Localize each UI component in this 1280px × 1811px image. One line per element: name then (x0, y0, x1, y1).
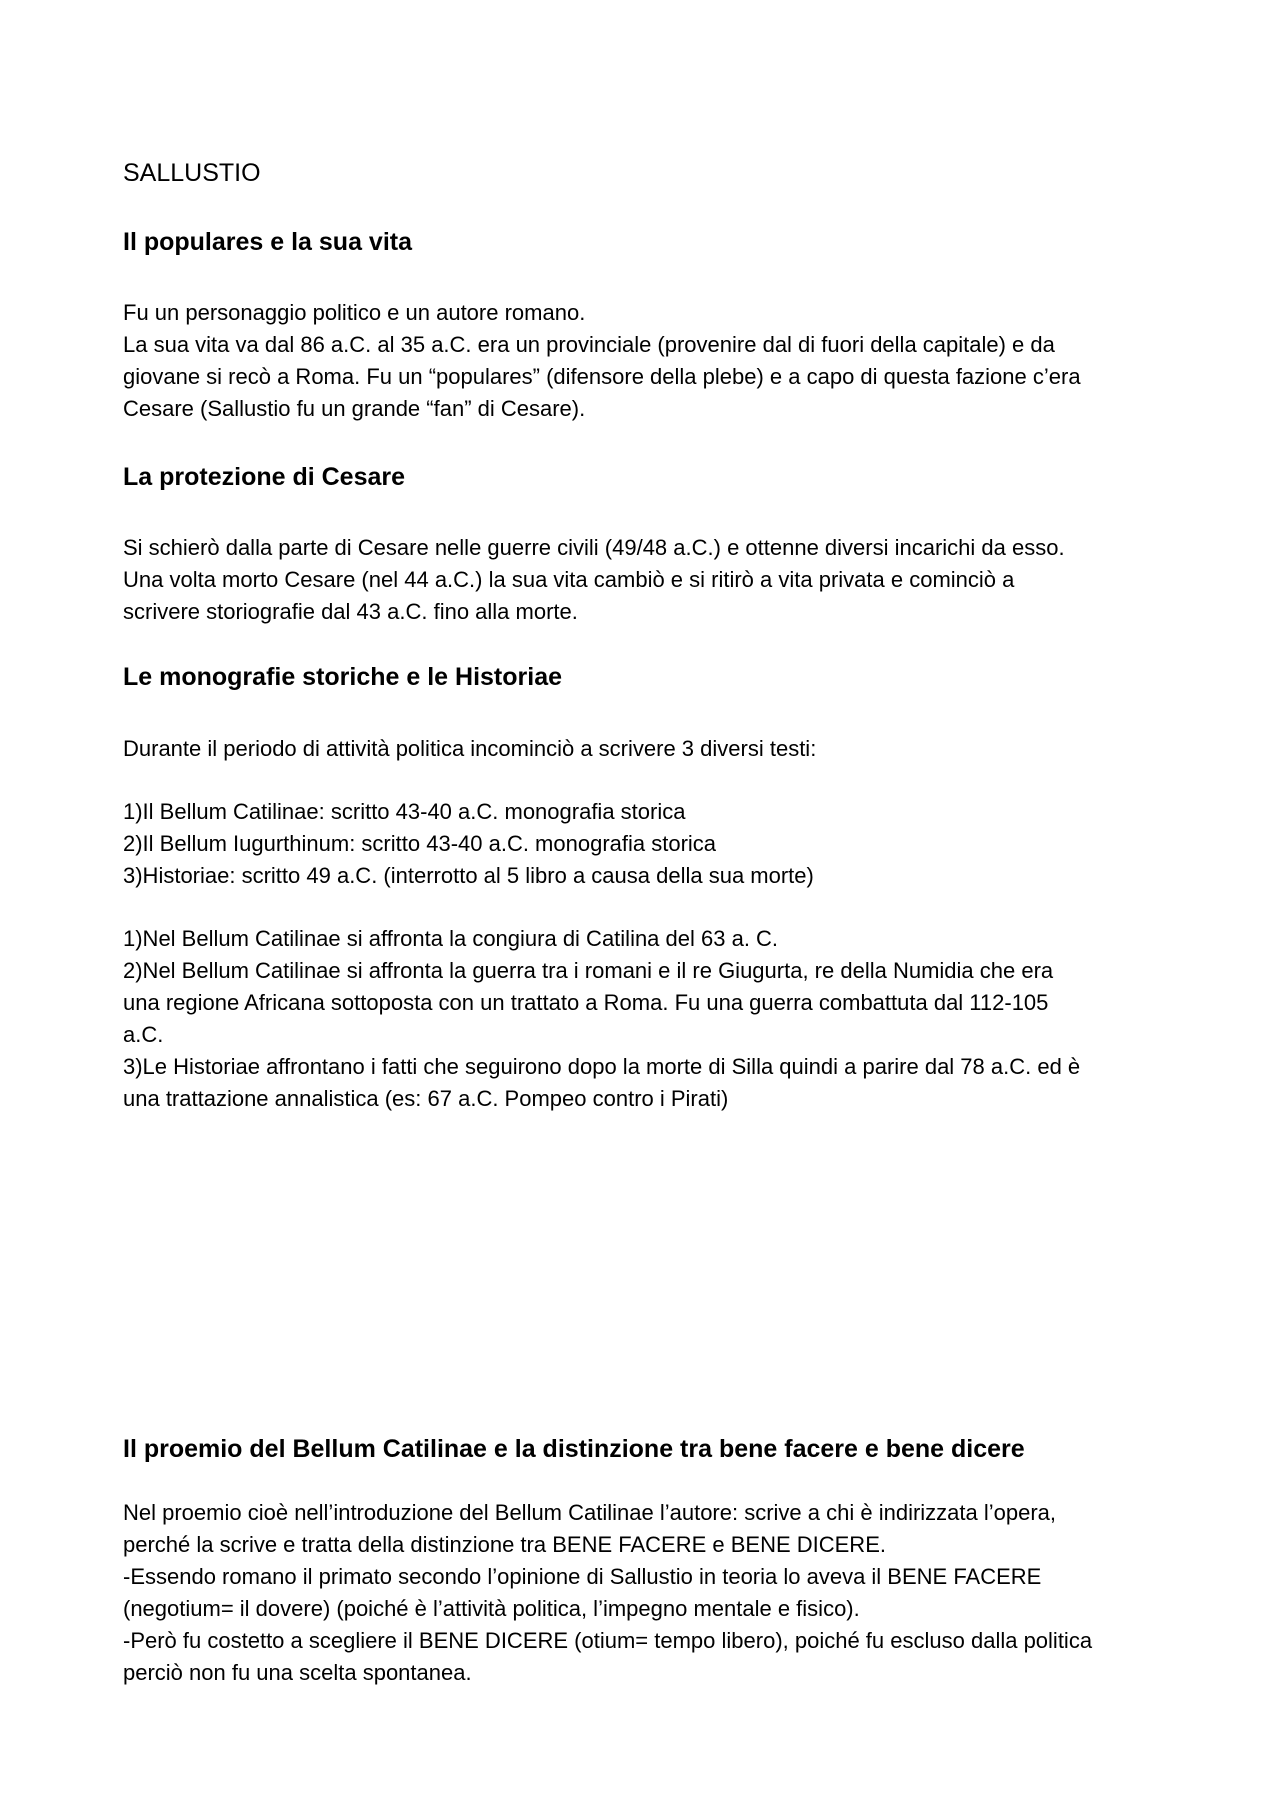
paragraph-line: Fu un personaggio politico e un autore romano. (123, 300, 586, 325)
paragraph-line: (negotium= il dovere) (poiché è l’attività politica, l’impegno mentale e fisico). (123, 1596, 860, 1621)
list-item: 2)Il Bellum Iugurthinum: scritto 43-40 a.C. monografia storica (123, 831, 717, 856)
paragraph-line: perciò non fu una scelta spontanea. (123, 1660, 472, 1685)
list-item: 3)Historiae: scritto 49 a.C. (interrotto al 5 libro a causa della sua morte) (123, 863, 814, 888)
section-heading-proemio: Il proemio del Bellum Catilinae e la distinzione tra bene facere e bene dicere (123, 1435, 1025, 1463)
paragraph-line: -Però fu costetto a scegliere il BENE DICERE (otium= tempo libero), poiché fu escluso dalla politica (123, 1628, 1093, 1653)
works-details (123, 923, 1173, 1115)
document-title: SALLUSTIO (123, 159, 261, 187)
works-list (123, 796, 1173, 892)
paragraph-line: a.C. (123, 1022, 164, 1047)
list-item: 1)Il Bellum Catilinae: scritto 43-40 a.C. monografia storica (123, 799, 686, 824)
paragraph-line: Cesare (Sallustio fu un grande “fan” di Cesare). (123, 396, 586, 421)
paragraph-line: -Essendo romano il primato secondo l’opinione di Sallustio in teoria lo aveva il BENE FACERE (123, 1564, 1042, 1589)
paragraph-line: perché la scrive e tratta della distinzione tra BENE FACERE e BENE DICERE. (123, 1532, 886, 1557)
section-paragraph-populares (123, 297, 1173, 425)
paragraph-line: scrivere storiografie dal 43 a.C. fino alla morte. (123, 599, 578, 624)
section-heading-populares: Il populares e la sua vita (123, 228, 413, 256)
paragraph-line: 2)Nel Bellum Catilinae si affronta la guerra tra i romani e il re Giugurta, re della Numidia che era (123, 958, 1054, 983)
paragraph-line: Si schierò dalla parte di Cesare nelle guerre civili (49/48 a.C.) e ottenne diversi incarichi da esso. (123, 535, 1065, 560)
section-heading-protezione: La protezione di Cesare (123, 463, 406, 491)
paragraph-line: La sua vita va dal 86 a.C. al 35 a.C. era un provinciale (provenire dal di fuori della capitale) e da (123, 332, 1055, 357)
section-intro-monografie: Durante il periodo di attività politica incominciò a scrivere 3 diversi testi: (123, 736, 817, 761)
section-heading-monografie: Le monografie storiche e le Historiae (123, 663, 563, 691)
paragraph-line: giovane si recò a Roma. Fu un “populares” (difensore della plebe) e a capo di questa fazione c’era (123, 364, 1081, 389)
paragraph-line: Una volta morto Cesare (nel 44 a.C.) la sua vita cambiò e si ritirò a vita privata e cominciò a (123, 567, 1015, 592)
paragraph-line: una regione Africana sottoposta con un trattato a Roma. Fu una guerra combattuta dal 112-105 (123, 990, 1049, 1015)
paragraph-line: una trattazione annalistica (es: 67 a.C. Pompeo contro i Pirati) (123, 1086, 729, 1111)
section-paragraph-protezione (123, 532, 1173, 628)
paragraph-line: 1)Nel Bellum Catilinae si affronta la congiura di Catilina del 63 a. C. (123, 926, 779, 951)
paragraph-line: Nel proemio cioè nell’introduzione del Bellum Catilinae l’autore: scrive a chi è indirizzata l’opera, (123, 1500, 1057, 1525)
paragraph-line: 3)Le Historiae affrontano i fatti che seguirono dopo la morte di Silla quindi a parire dal 78 a.C. ed è (123, 1054, 1081, 1079)
section-paragraph-proemio (123, 1497, 1173, 1689)
